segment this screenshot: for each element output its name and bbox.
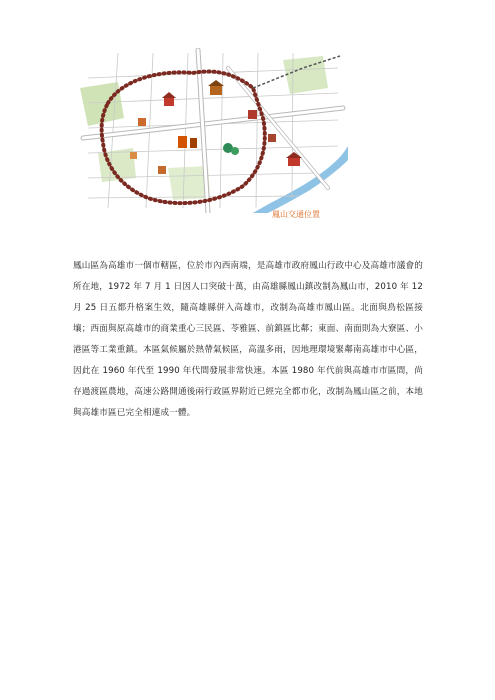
green-area — [283, 56, 328, 94]
map-figure — [78, 48, 348, 213]
body-paragraph: 鳳山區為高雄市一個市轄區，位於市內西南端，是高雄市政府鳳山行政中心及高雄市議會的所在地，1972 年 7 月 1 日因人口突破十萬，由高雄縣鳳山鎮改制為鳳山市，2010 年 12 月 25 日五都升格案生效，隨高雄縣併入高雄市，改制為高雄市鳳山區。北面與鳥松區接壤；西面與原高雄市的商業重心三民區、苓雅區、前鎮區比鄰；東面、南面則為大寮區、小港區等工業重鎮。本區氣候屬於熱帶氣候區，高溫多雨，因地理環境緊鄰南高雄市中心區，因此在 1960 年代至 1990 年代間發展非常快速。本區 1980 年代前與高雄市市區間，尚存過渡區農地，高速公路開通後兩行政區界附近已經完全都市化，改制為鳳山區之前，本地與高雄市區已完全相連成一體。 — [73, 261, 423, 418]
map-caption: 鳳山交通位置 — [272, 210, 320, 219]
map-illustration — [78, 48, 348, 213]
